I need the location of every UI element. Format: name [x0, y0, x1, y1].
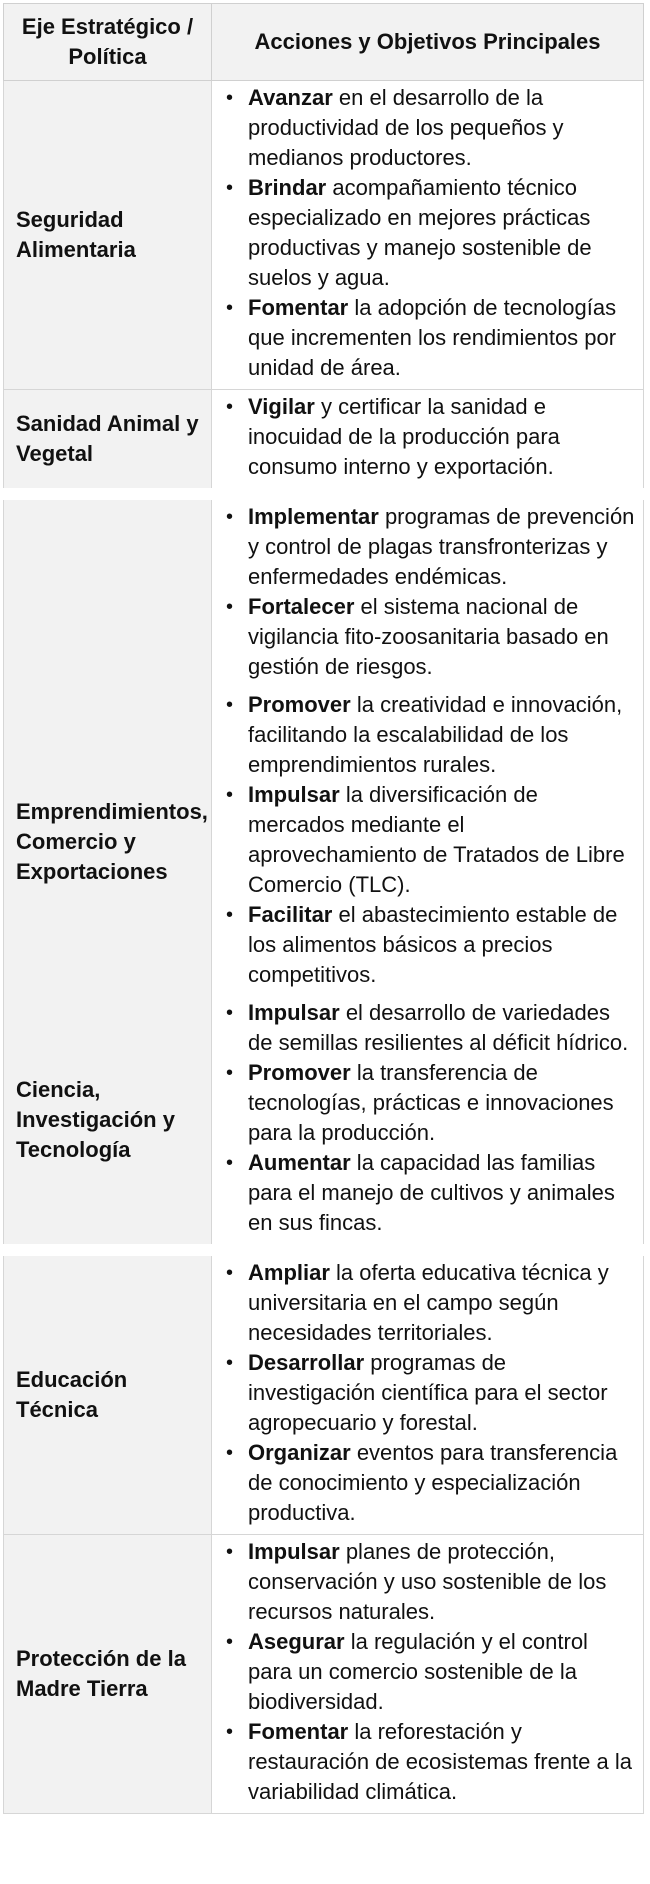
bullet-icon: • — [226, 904, 234, 926]
action-text: la reforestación y restauración de ecosistemas frente a la variabilidad climática. — [248, 1719, 632, 1804]
bullet-icon: • — [226, 87, 234, 109]
actions-cell — [212, 996, 644, 1244]
bullet-icon: • — [226, 1352, 234, 1374]
action-verb: Impulsar — [248, 1000, 340, 1025]
action-item — [218, 293, 635, 383]
actions-list — [218, 502, 635, 682]
action-verb: Promover — [248, 692, 351, 717]
action-text: en el desarrollo de la productividad de los pequeños y medianos productores. — [248, 85, 564, 170]
bullet-icon: • — [226, 596, 234, 618]
action-text: el abastecimiento estable de los alimentos básicos a precios competitivos. — [248, 902, 618, 987]
action-verb: Promover — [248, 1060, 351, 1085]
action-text: la oferta educativa técnica y universitaria en el campo según necesidades territoriales. — [248, 1260, 609, 1345]
eje-cell: Protección de la Madre Tierra — [4, 1535, 212, 1814]
actions-cell — [212, 1256, 644, 1535]
bullet-icon: • — [226, 297, 234, 319]
bullet-icon: • — [226, 1152, 234, 1174]
bullet-icon: • — [226, 1002, 234, 1024]
actions-list — [218, 690, 635, 990]
table-row-sanidad-animal-y-vegetal — [4, 390, 644, 489]
bullet-icon: • — [226, 1631, 234, 1653]
action-item — [218, 1438, 635, 1528]
table-row-educacion-tecnica — [4, 1256, 644, 1535]
action-item — [218, 1258, 635, 1348]
action-item — [218, 900, 635, 990]
bullet-icon: • — [226, 1262, 234, 1284]
action-item — [218, 592, 635, 682]
bullet-icon: • — [226, 1062, 234, 1084]
eje-cell: Seguridad Alimentaria — [4, 81, 212, 390]
action-item — [218, 392, 635, 482]
action-verb: Organizar — [248, 1440, 351, 1465]
actions-cell — [212, 390, 644, 489]
action-verb: Brindar — [248, 175, 327, 200]
action-item — [218, 1537, 635, 1627]
action-verb: Impulsar — [248, 782, 340, 807]
action-item — [218, 1348, 635, 1438]
action-item — [218, 1717, 635, 1807]
action-verb: Avanzar — [248, 85, 333, 110]
table-header-row — [4, 4, 644, 81]
action-verb: Fomentar — [248, 1719, 349, 1744]
action-text: el desarrollo de variedades de semillas resilientes al déficit hídrico. — [248, 1000, 629, 1055]
action-verb: Implementar — [248, 504, 379, 529]
action-item — [218, 1627, 635, 1717]
actions-cell — [212, 81, 644, 390]
table-segment-2 — [3, 500, 643, 1244]
action-text: planes de protección, conservación y uso sostenible de los recursos naturales. — [248, 1539, 607, 1624]
action-item — [218, 83, 635, 173]
bullet-icon: • — [226, 694, 234, 716]
actions-list — [218, 1537, 635, 1807]
action-verb: Vigilar — [248, 394, 315, 419]
action-item — [218, 502, 635, 592]
actions-list — [218, 1258, 635, 1528]
action-text: la creatividad e innovación, facilitando la escalabilidad de los emprendimientos rurales. — [248, 692, 623, 777]
action-text: la transferencia de tecnologías, prácticas e innovaciones para la producción. — [248, 1060, 614, 1145]
bullet-icon: • — [226, 1541, 234, 1563]
bullet-icon: • — [226, 506, 234, 528]
action-verb: Desarrollar — [248, 1350, 365, 1375]
policy-table-part-3 — [3, 1256, 644, 1814]
eje-cell — [4, 500, 212, 688]
action-item — [218, 780, 635, 900]
bullet-icon: • — [226, 396, 234, 418]
action-text: el sistema nacional de vigilancia fito-zoosanitaria basado en gestión de riesgos. — [248, 594, 609, 679]
action-verb: Facilitar — [248, 902, 333, 927]
header-eje: Eje Estratégico / Política — [4, 4, 212, 81]
eje-cell: Emprendimientos, Comercio y Exportaciones — [4, 688, 212, 996]
actions-list — [218, 392, 635, 482]
eje-cell: Ciencia, Investigación y Tecnología — [4, 996, 212, 1244]
action-item — [218, 1058, 635, 1148]
table-segment-1 — [3, 3, 643, 488]
action-verb: Fomentar — [248, 295, 349, 320]
action-text: la capacidad las familias para el manejo de cultivos y animales en sus fincas. — [248, 1150, 615, 1235]
action-verb: Ampliar — [248, 1260, 330, 1285]
policy-table-part-2 — [3, 500, 644, 1244]
eje-cell: Educación Técnica — [4, 1256, 212, 1535]
action-text: eventos para transferencia de conocimiento y especialización productiva. — [248, 1440, 618, 1525]
action-item — [218, 173, 635, 293]
bullet-icon: • — [226, 1442, 234, 1464]
actions-list — [218, 83, 635, 383]
table-row-seguridad-alimentaria — [4, 81, 644, 390]
action-verb: Asegurar — [248, 1629, 345, 1654]
bullet-icon: • — [226, 1721, 234, 1743]
actions-cell — [212, 688, 644, 996]
action-text: la regulación y el control para un comercio sostenible de la biodiversidad. — [248, 1629, 588, 1714]
table-row-continued — [4, 500, 644, 688]
action-text: programas de prevención y control de plagas transfronterizas y enfermedades endémicas. — [248, 504, 635, 589]
policy-table-part-1 — [3, 3, 644, 488]
action-item — [218, 998, 635, 1058]
action-text: la diversificación de mercados mediante el aprovechamiento de Tratados de Libre Comercio (TLC). — [248, 782, 625, 897]
action-item — [218, 1148, 635, 1238]
actions-cell — [212, 1535, 644, 1814]
table-segment-3 — [3, 1256, 643, 1814]
table-row-emprendimientos-comercio-y-exportaciones — [4, 688, 644, 996]
bullet-icon: • — [226, 784, 234, 806]
action-text: programas de investigación científica para el sector agropecuario y forestal. — [248, 1350, 608, 1435]
action-item — [218, 690, 635, 780]
table-row-ciencia-investigacion-y-tecnologia — [4, 996, 644, 1244]
table-row-proteccion-de-la-madre-tierra — [4, 1535, 644, 1814]
action-verb: Fortalecer — [248, 594, 355, 619]
policy-table-document — [3, 3, 643, 1814]
action-verb: Aumentar — [248, 1150, 351, 1175]
bullet-icon: • — [226, 177, 234, 199]
action-verb: Impulsar — [248, 1539, 340, 1564]
action-text: acompañamiento técnico especializado en mejores prácticas productivas y manejo sostenible de suelos y agua. — [248, 175, 592, 290]
eje-cell: Sanidad Animal y Vegetal — [4, 390, 212, 489]
actions-cell — [212, 500, 644, 688]
action-text: la adopción de tecnologías que incrementen los rendimientos por unidad de área. — [248, 295, 617, 380]
actions-list — [218, 998, 635, 1238]
header-acciones: Acciones y Objetivos Principales — [212, 4, 644, 81]
action-text: y certificar la sanidad e inocuidad de la producción para consumo interno y exportación. — [248, 394, 560, 479]
